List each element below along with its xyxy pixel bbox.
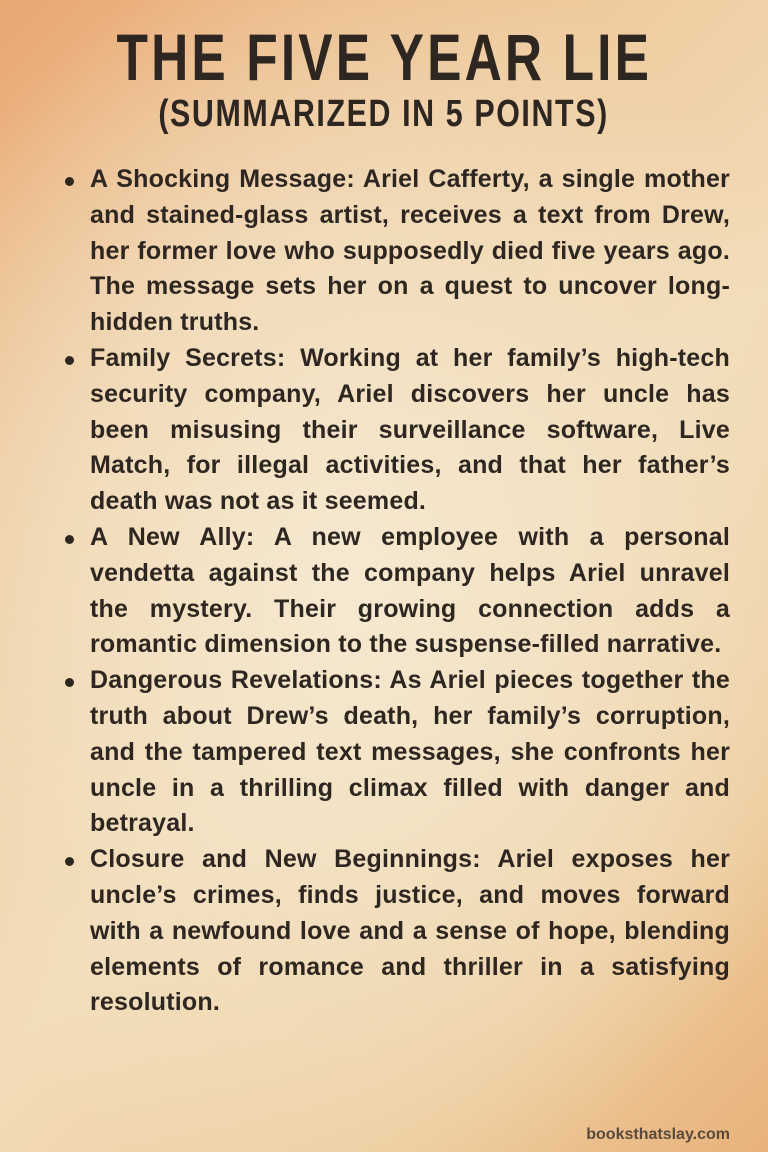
- summary-points-list: [62, 162, 730, 1021]
- page-subtitle: (SUMMARIZED IN 5 POINTS): [158, 93, 610, 135]
- summary-point-text: Dangerous Revelations: As Ariel pieces together the truth about Drew’s death, her family’s corruption, and the tampered text messages, she confronts her uncle in a thrilling climax filled with danger and betrayal.: [90, 666, 730, 838]
- summary-point: [62, 162, 730, 341]
- summary-point: [62, 520, 730, 663]
- summary-point: [62, 663, 730, 842]
- summary-point: [62, 842, 730, 1021]
- bullet-icon: [65, 356, 74, 365]
- page-title: THE FIVE YEAR LIE: [116, 20, 652, 94]
- summary-point-text: A Shocking Message: Ariel Cafferty, a single mother and stained-glass artist, receives a text from Drew, her former love who supposedly died five years ago. The message sets her on a quest to uncover long-hidden truths.: [90, 165, 730, 337]
- bullet-icon: [65, 177, 74, 186]
- bullet-icon: [65, 678, 74, 687]
- summary-point: [62, 341, 730, 520]
- bullet-icon: [65, 535, 74, 544]
- summary-point-text: Family Secrets: Working at her family’s high-tech security company, Ariel discovers her uncle has been misusing their surveillance software, Live Match, for illegal activities, and that her father’s death was not as it seemed.: [90, 343, 730, 516]
- website-credit: booksthatslay.com: [586, 1126, 730, 1143]
- bullet-icon: [65, 857, 74, 866]
- summary-point-text: Closure and New Beginnings: Ariel exposes her uncle’s crimes, finds justice, and moves forward with a newfound love and a sense of hope, blending elements of romance and thriller in a satisfying resolution.: [90, 845, 730, 1017]
- title-container: [0, 22, 768, 92]
- summary-point-text: A New Ally: A new employee with a personal vendetta against the company helps Ariel unravel the mystery. Their growing connection adds a romantic dimension to the suspense-filled narrative.: [90, 522, 730, 659]
- subtitle-container: [0, 92, 768, 136]
